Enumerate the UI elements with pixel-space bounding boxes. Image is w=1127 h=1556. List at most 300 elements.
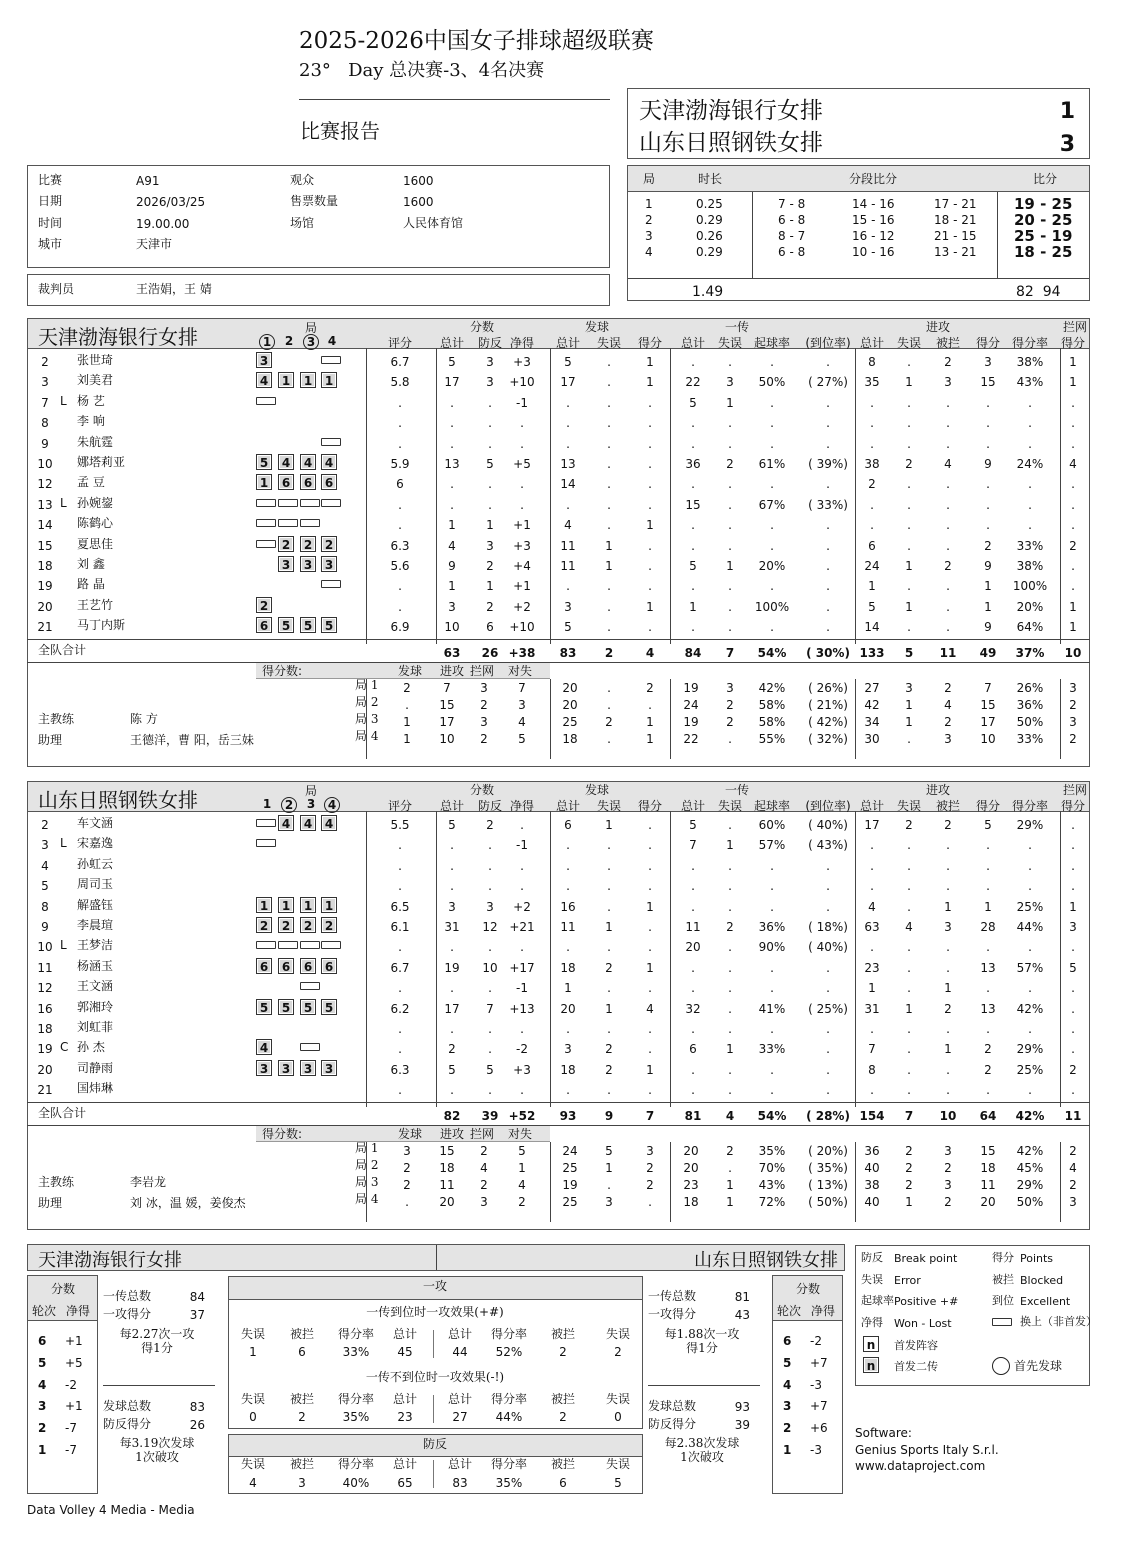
legend-abbr: 起球率 xyxy=(861,1294,894,1307)
set-label: 局 4 xyxy=(355,728,379,743)
stat-cell: . xyxy=(566,497,570,512)
stat-cell: . xyxy=(607,858,611,873)
stat-cell: . xyxy=(826,1022,830,1036)
away-team-name: 山东日照钢铁女排 xyxy=(639,130,823,156)
set-score: 18 - 25 xyxy=(1014,243,1073,261)
stat-cell: 17 xyxy=(444,1001,460,1016)
set-stat-cell: 4 xyxy=(1069,1160,1077,1175)
stat-cell: . xyxy=(648,1083,652,1098)
set-results xyxy=(627,165,1090,301)
col-header: 总计 xyxy=(680,336,706,350)
stat-cell: 13 xyxy=(980,960,996,975)
starting-position: 3 xyxy=(278,1060,294,1076)
jersey-number: 19 xyxy=(37,1042,53,1057)
starting-position: 6 xyxy=(321,474,337,490)
stat-cell: . xyxy=(398,416,402,431)
set-label: 局 2 xyxy=(355,1157,379,1172)
col-header: 失误 xyxy=(240,1327,266,1341)
stat-cell: . xyxy=(907,579,911,594)
set-stat-cell: 4 xyxy=(518,1177,526,1192)
player-name: 郭湘玲 xyxy=(77,999,114,1014)
substitute-icon xyxy=(256,397,276,405)
stat-cell: . xyxy=(870,436,874,451)
stat-cell: . xyxy=(648,818,652,832)
stat-cell: 20 xyxy=(685,940,701,955)
col-header: (到位率) xyxy=(805,799,851,813)
stat-cell: . xyxy=(826,355,830,369)
starting-position: 2 xyxy=(278,536,294,552)
stat-cell: . xyxy=(691,518,695,533)
section-title: 一攻 xyxy=(422,1279,448,1293)
set-stat-cell: 3 xyxy=(605,1194,613,1209)
substitute-icon xyxy=(321,356,341,364)
set-stat-cell: . xyxy=(648,697,652,712)
set-stat-cell: . xyxy=(648,1194,652,1209)
set-stat-cell: 2 xyxy=(518,1194,526,1209)
stat-value: 6 xyxy=(298,1345,306,1359)
stat-cell: . xyxy=(398,497,402,512)
col-header: 得分率 xyxy=(337,1457,375,1471)
col-header: 进攻 xyxy=(439,1126,465,1141)
team-total-label: 全队合计 xyxy=(38,642,87,657)
stat-cell: . xyxy=(946,395,950,410)
home-team-name: 天津渤海银行女排 xyxy=(639,98,823,124)
stat-cell: . xyxy=(986,940,990,955)
stat-cell: . xyxy=(728,940,732,955)
col-header: 拦网 xyxy=(469,1126,495,1141)
match-date: 2026/03/25 xyxy=(136,195,206,209)
stat-cell: 38% xyxy=(1016,355,1044,369)
set-stat-cell: 58% xyxy=(758,714,786,729)
stat-cell: . xyxy=(728,1062,732,1077)
stat-cell: . xyxy=(648,395,652,410)
stat-cell: . xyxy=(450,416,454,431)
stat-cell: 23 xyxy=(864,960,880,975)
stat-cell: . xyxy=(607,879,611,894)
stat-cell: 60% xyxy=(758,818,786,832)
col-header: 被拦 xyxy=(289,1392,315,1406)
set-stat-cell: ( 32%) xyxy=(808,731,848,746)
stat-cell: +10 xyxy=(509,620,535,635)
player-name: 李晨瑄 xyxy=(77,918,114,932)
stat-cell: . xyxy=(946,497,950,512)
stat-cell: 3 xyxy=(486,355,494,369)
stat-cell: . xyxy=(907,838,911,853)
legend-abbr: 失误 xyxy=(861,1272,883,1286)
set-stat-cell: 1 xyxy=(905,1194,913,1209)
note: 每2.38次发球 xyxy=(664,1436,740,1450)
label: 防反得分 xyxy=(648,1417,697,1431)
jersey-number: 18 xyxy=(37,559,53,573)
stat-value: 4 xyxy=(249,1476,257,1490)
starting-position: 4 xyxy=(300,815,316,831)
stat-cell: . xyxy=(907,538,911,553)
stat-cell: 2 xyxy=(944,818,952,832)
team-total-cell: 64 xyxy=(979,1108,997,1123)
software-vendor: Genius Sports Italy S.r.l. xyxy=(855,1443,999,1457)
stat-cell: 5.9 xyxy=(390,457,410,471)
stat-value: 0 xyxy=(249,1410,257,1424)
col-header: 拦网 xyxy=(469,663,495,678)
col-header: 得分 xyxy=(975,336,1001,350)
stat-cell: +17 xyxy=(509,960,535,975)
note: 得1分 xyxy=(686,1341,718,1355)
stat-cell: . xyxy=(488,477,492,492)
software-label: Software: xyxy=(855,1426,912,1440)
stat-cell: . xyxy=(728,1001,732,1016)
label: 日期 xyxy=(38,194,63,208)
stat-cell: . xyxy=(488,497,492,512)
stat-cell: . xyxy=(648,879,652,894)
stat-cell: . xyxy=(1028,518,1032,533)
set-number xyxy=(324,797,340,813)
col-header: 总计 xyxy=(392,1457,418,1471)
stat-cell: . xyxy=(488,436,492,451)
set-stat-cell: 2 xyxy=(726,714,734,729)
set-stat-cell: 15 xyxy=(980,697,996,712)
set-stat-cell: 27 xyxy=(864,680,880,695)
set-cell: 14 - 16 xyxy=(852,197,895,211)
stat-cell: . xyxy=(488,395,492,410)
set-stat-cell: 20 xyxy=(683,1160,699,1175)
set-stat-cell: . xyxy=(728,1160,732,1175)
stat-cell: 1 xyxy=(646,899,654,914)
stat-cell: . xyxy=(691,899,695,914)
jersey-number: 2 xyxy=(41,818,49,832)
rotation-net: -2 xyxy=(65,1377,77,1392)
label: 助理 xyxy=(38,1195,63,1210)
stat-cell: 5 xyxy=(448,355,456,369)
serves-total: 93 xyxy=(734,1400,750,1414)
substitute-icon xyxy=(256,540,276,548)
set-stat-cell: 5 xyxy=(518,731,526,746)
col-header: 得分 xyxy=(637,799,663,813)
stat-cell: 1 xyxy=(726,1042,734,1057)
starting-position: 1 xyxy=(256,897,272,913)
set-cell: 16 - 12 xyxy=(852,229,895,243)
set-stat-cell: 1 xyxy=(646,731,654,746)
stat-value: 3 xyxy=(298,1476,306,1490)
set-stat-cell: 1 xyxy=(646,714,654,729)
col-header: 失误 xyxy=(240,1392,266,1406)
stat-cell: 7 xyxy=(868,1042,876,1057)
stat-cell: 1 xyxy=(944,1042,952,1057)
col-header: 总计 xyxy=(859,799,885,813)
player-name: 王艺竹 xyxy=(77,597,114,612)
stat-cell: 44% xyxy=(1016,920,1044,934)
set-stat-cell: 26% xyxy=(1016,680,1044,695)
stat-cell: 6.9 xyxy=(390,620,410,635)
set-stat-cell: 2 xyxy=(646,1160,654,1175)
col-header: 得分 xyxy=(1060,336,1086,350)
player-role: L xyxy=(60,495,67,510)
stat-cell: 64% xyxy=(1016,620,1044,635)
set-stat-cell: 58% xyxy=(758,697,786,712)
team-stats-table xyxy=(27,781,1090,1230)
stat-cell: . xyxy=(826,559,830,573)
stat-cell: . xyxy=(691,538,695,553)
team-total-cell: 26 xyxy=(481,645,499,660)
set-stat-cell: 20 xyxy=(980,1194,996,1209)
col-header: 总计 xyxy=(859,336,885,350)
col-header: 进攻 xyxy=(925,783,951,797)
set-cell: 3 xyxy=(645,229,653,243)
team-total-cell: 39 xyxy=(481,1108,499,1123)
stat-cell: ( 40%) xyxy=(808,818,848,832)
col-header: 一传 xyxy=(724,783,750,797)
player-name: 国炜琳 xyxy=(77,1081,114,1096)
stat-cell: 3 xyxy=(564,1042,572,1057)
col-header: 分段比分 xyxy=(849,172,898,186)
label: 一攻得分 xyxy=(103,1307,152,1321)
set-stat-cell: 40 xyxy=(864,1160,880,1175)
stat-cell: . xyxy=(450,1022,454,1036)
col-header: 局 xyxy=(643,172,656,186)
referees xyxy=(27,274,610,306)
stat-cell: . xyxy=(770,395,774,410)
player-name: 王文涵 xyxy=(77,979,114,994)
col-header: 防反 xyxy=(477,336,503,350)
set-stat-cell: 3 xyxy=(944,1143,952,1158)
col-header: 净得 xyxy=(509,799,535,813)
team-total-cell: 7 xyxy=(645,1108,655,1123)
starting-position: 6 xyxy=(300,474,316,490)
jersey-number: 11 xyxy=(37,960,53,975)
break-points: 26 xyxy=(189,1418,205,1432)
set-stat-cell: 36% xyxy=(1016,697,1044,712)
col-header: 得分 xyxy=(1060,799,1086,813)
set-stat-cell: . xyxy=(405,697,409,712)
set-stat-cell: 72% xyxy=(758,1194,786,1209)
stat-cell: . xyxy=(870,838,874,853)
set-stat-cell: 2 xyxy=(905,1143,913,1158)
set-stat-cell: 2 xyxy=(944,680,952,695)
stat-cell: 1 xyxy=(605,920,613,934)
set-stat-cell: 4 xyxy=(480,1160,488,1175)
stat-cell: . xyxy=(691,355,695,369)
rotation-net: +7 xyxy=(810,1355,828,1370)
stat-cell: . xyxy=(1028,858,1032,873)
stat-cell: . xyxy=(648,1022,652,1036)
col-header: 失误 xyxy=(605,1392,631,1406)
stat-cell: . xyxy=(826,899,830,914)
points-by-set-label: 得分数: xyxy=(262,663,303,678)
set-stat-cell: ( 42%) xyxy=(808,714,848,729)
starting-lineup-icon: n xyxy=(863,1336,879,1352)
stat-cell: . xyxy=(1071,416,1075,431)
stat-cell: 29% xyxy=(1016,1042,1044,1057)
rotation-net: -7 xyxy=(65,1443,77,1457)
substitute-icon xyxy=(278,499,298,507)
jersey-number: 9 xyxy=(41,920,49,934)
stat-cell: 33% xyxy=(1016,538,1044,553)
stat-cell: 1 xyxy=(944,981,952,996)
stat-cell: . xyxy=(907,981,911,996)
stat-cell: 4 xyxy=(1069,457,1077,471)
player-name: 马丁内斯 xyxy=(77,618,126,633)
stat-cell: . xyxy=(566,838,570,853)
stat-cell: . xyxy=(520,1022,524,1036)
set-stat-cell: 18 xyxy=(683,1194,699,1209)
player-role: L xyxy=(60,938,67,953)
label: 时间 xyxy=(38,216,63,230)
legend-desc: 首发阵容 xyxy=(894,1339,938,1352)
stat-cell: . xyxy=(907,960,911,975)
stat-cell: . xyxy=(520,940,524,955)
stat-cell: . xyxy=(398,858,402,873)
stat-cell: . xyxy=(946,579,950,594)
stat-cell: 5 xyxy=(486,1062,494,1077)
stat-cell: . xyxy=(607,1022,611,1036)
set-stat-cell: 20 xyxy=(439,1194,455,1209)
stat-cell: . xyxy=(1071,1083,1075,1098)
stat-cell: . xyxy=(691,1083,695,1098)
stat-cell: . xyxy=(870,879,874,894)
starting-position: 1 xyxy=(300,897,316,913)
stat-cell: . xyxy=(607,620,611,635)
stat-cell: . xyxy=(398,395,402,410)
col-header: 失误 xyxy=(605,1327,631,1341)
set-number xyxy=(285,334,293,348)
stat-cell: . xyxy=(826,518,830,533)
rotation-box xyxy=(27,1275,98,1494)
stat-cell: 36 xyxy=(685,457,701,471)
set-cell: 0.29 xyxy=(696,245,723,259)
set-stat-cell: 20 xyxy=(562,697,578,712)
stat-cell: . xyxy=(986,436,990,451)
team-total-cell: 54% xyxy=(757,645,787,660)
stat-cell: . xyxy=(566,1022,570,1036)
team-total-cell: +38 xyxy=(508,645,536,660)
team-total-cell: 54% xyxy=(757,1108,787,1123)
set-cell: 6 - 8 xyxy=(778,245,806,259)
serves-total: 83 xyxy=(189,1400,205,1414)
stat-cell: 2 xyxy=(944,355,952,369)
stat-cell: . xyxy=(946,960,950,975)
venue: 人民体育馆 xyxy=(403,216,464,230)
set-stat-cell: 45% xyxy=(1016,1160,1044,1175)
stat-cell: . xyxy=(986,395,990,410)
set-stat-cell: 2 xyxy=(403,1160,411,1175)
stat-cell: . xyxy=(488,1042,492,1057)
rotation-net: -3 xyxy=(810,1443,822,1457)
stat-cell: 4 xyxy=(646,1001,654,1016)
stat-cell: . xyxy=(907,416,911,431)
stat-cell: . xyxy=(450,436,454,451)
stat-cell: . xyxy=(488,838,492,853)
stat-cell: . xyxy=(398,1022,402,1036)
stat-cell: 1 xyxy=(905,599,913,614)
set-stat-cell: 2 xyxy=(480,697,488,712)
stat-cell: 1 xyxy=(905,559,913,573)
stat-cell: 1 xyxy=(646,599,654,614)
stat-cell: 18 xyxy=(560,960,576,975)
jersey-number: 8 xyxy=(41,416,49,431)
stat-cell: 1 xyxy=(646,960,654,975)
stat-cell: . xyxy=(826,416,830,431)
rotation-net: +1 xyxy=(65,1334,83,1348)
stat-cell: 2 xyxy=(905,457,913,471)
set-cell: 10 - 16 xyxy=(852,245,895,259)
note: 得1分 xyxy=(141,1341,173,1355)
col-header: 得分率 xyxy=(337,1327,375,1341)
assistant-coaches: 王德洋，曹 阳，岳三妹 xyxy=(130,732,254,747)
set-stat-cell: 42 xyxy=(864,697,880,712)
set-stat-cell: 3 xyxy=(480,680,488,695)
set-num-label: 2 xyxy=(284,334,294,348)
stat-cell: 16 xyxy=(560,899,576,914)
starting-position: 6 xyxy=(278,474,294,490)
stat-cell: 6.1 xyxy=(390,920,410,934)
stat-cell: . xyxy=(691,960,695,975)
col-header: 总计 xyxy=(392,1327,418,1341)
player-name: 王梦洁 xyxy=(77,938,114,953)
col-header: 被拦 xyxy=(550,1327,576,1341)
stat-cell: . xyxy=(770,538,774,553)
stat-cell: . xyxy=(648,559,652,573)
jersey-number: 20 xyxy=(37,599,53,614)
section-title: 防反 xyxy=(422,1437,448,1451)
stat-cell: 6 xyxy=(396,477,404,492)
stat-cell: . xyxy=(648,436,652,451)
set-stat-cell: 2 xyxy=(905,1177,913,1192)
stat-value: 2 xyxy=(559,1345,567,1359)
player-name: 刘虹菲 xyxy=(77,1020,114,1034)
stat-cell: . xyxy=(728,477,732,492)
set-stat-cell: 2 xyxy=(480,1177,488,1192)
stat-cell: . xyxy=(691,579,695,594)
stat-cell: 2 xyxy=(984,1062,992,1077)
col-header: 得分率 xyxy=(490,1327,528,1341)
rotation: 1 xyxy=(38,1443,47,1457)
legend-desc: 首发二传 xyxy=(894,1360,938,1373)
stat-cell: . xyxy=(1071,858,1075,873)
stat-cell: 2 xyxy=(448,1042,456,1057)
stat-cell: . xyxy=(986,497,990,512)
stat-cell: 1 xyxy=(605,538,613,553)
stat-cell: 2 xyxy=(868,477,876,492)
legend-abbr: 净得 xyxy=(861,1315,883,1329)
stat-cell: . xyxy=(607,375,611,390)
set-stat-cell: 1 xyxy=(403,731,411,746)
stat-cell: 1 xyxy=(1069,355,1077,369)
set-score: 19 - 25 xyxy=(1014,195,1073,213)
set-stat-cell: 38 xyxy=(864,1177,880,1192)
set-stat-cell: 3 xyxy=(403,1143,411,1158)
rotation: 1 xyxy=(783,1443,792,1457)
stat-cell: 3 xyxy=(1069,920,1077,934)
stat-cell: . xyxy=(520,436,524,451)
jersey-number: 20 xyxy=(37,1062,53,1077)
note: 1次破攻 xyxy=(680,1450,724,1464)
stat-cell: 1 xyxy=(486,518,494,533)
stat-cell: . xyxy=(691,1062,695,1077)
set-stat-cell: 70% xyxy=(758,1160,786,1175)
team-total-cell: 11 xyxy=(939,645,957,660)
col-header: 发球 xyxy=(584,320,610,334)
stat-cell: 20% xyxy=(1016,599,1044,614)
set-stat-cell: 2 xyxy=(905,1160,913,1175)
stat-cell: 1 xyxy=(646,355,654,369)
label: 主教练 xyxy=(38,1174,75,1189)
stat-cell: 5.6 xyxy=(390,559,410,573)
stat-cell: . xyxy=(826,538,830,553)
stat-cell: 4 xyxy=(944,457,952,471)
stat-cell: 11 xyxy=(560,920,576,934)
stat-cell: 1 xyxy=(984,899,992,914)
starting-position: 5 xyxy=(321,617,337,633)
stat-cell: . xyxy=(648,538,652,553)
